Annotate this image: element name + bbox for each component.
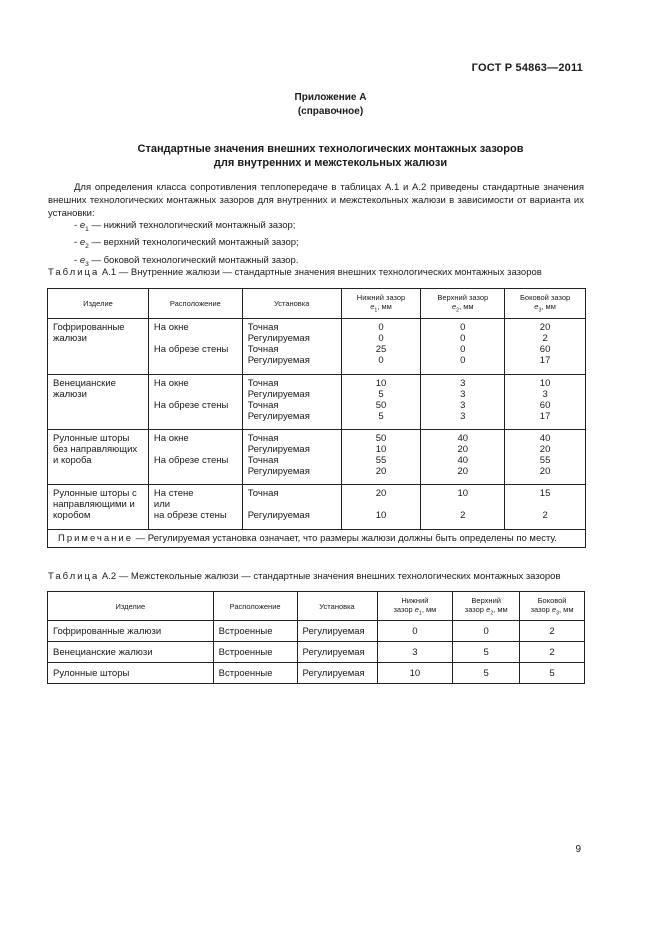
install-cell: Точная Регулируемая Точная Регулируемая	[242, 430, 341, 485]
product-cell: Венецианские жалюзи	[48, 642, 214, 663]
gap-e2-cell: 40 20 40 20	[421, 430, 505, 485]
header-gap-bottom: Нижний зазор $e_1$, мм	[341, 289, 421, 319]
location-cell: На стене или на обрезе стены	[148, 485, 242, 530]
header-gap-top: Верхний зазор $e_2$, мм	[421, 289, 505, 319]
main-title	[0, 142, 661, 170]
intro-paragraph	[48, 181, 584, 220]
location-cell: Встроенные	[213, 621, 297, 642]
location-cell: На окне На обрезе стены	[148, 430, 242, 485]
header-gap-side: Боковой зазор $e_3$, мм	[520, 592, 585, 621]
table-1-caption: Таблица А.1 — Внутренние жалюзи — стандартные значения внешних технологических монтажных зазоров	[48, 267, 542, 278]
product-cell: Рулонные шторы с направляющими и коробом	[48, 485, 149, 530]
table-row	[48, 663, 585, 684]
header-product: Изделие	[48, 289, 149, 319]
document-code: ГОСТ Р 54863—2011	[471, 62, 583, 74]
gap-e3-cell: 5	[520, 663, 585, 684]
product-cell: Гофрированные жалюзи	[48, 319, 149, 375]
header-gap-top: Верхний зазор $e_2$, мм	[453, 592, 520, 621]
location-cell: Встроенные	[213, 642, 297, 663]
gap-e2-cell: 5	[453, 642, 520, 663]
appendix-subtitle: (справочное)	[297, 106, 364, 117]
definitions-list	[74, 219, 299, 271]
gap-e2-cell: 5	[453, 663, 520, 684]
gap-e3-cell: 15 2	[505, 485, 586, 530]
gap-e1-cell: 10 5 50 5	[341, 375, 421, 430]
gap-e1-cell: 20 10	[341, 485, 421, 530]
appendix-title: Приложение А	[294, 92, 367, 103]
table-2	[47, 591, 585, 684]
location-cell: На окне На обрезе стены	[148, 375, 242, 430]
product-cell: Гофрированные жалюзи	[48, 621, 214, 642]
definition-item: - $e_3$ — боковой технологический монтажный зазор.	[74, 254, 299, 268]
table-2-header-row	[48, 592, 585, 621]
gap-e1-cell: 0	[377, 621, 453, 642]
install-cell: Точная Регулируемая Точная Регулируемая	[242, 375, 341, 430]
page-number: 9	[575, 844, 581, 855]
gap-e2-cell: 3 3 3 3	[421, 375, 505, 430]
gap-e1-cell: 10	[377, 663, 453, 684]
main-title-line-1: Стандартные значения внешних технологических монтажных зазоров	[137, 143, 524, 155]
gap-e3-cell: 40 20 55 20	[505, 430, 586, 485]
install-cell: Точная Регулируемая Точная Регулируемая	[242, 319, 341, 375]
table-1-header-row	[48, 289, 586, 319]
table-row	[48, 430, 586, 485]
header-install: Установка	[297, 592, 377, 621]
gap-e3-cell: 10 3 60 17	[505, 375, 586, 430]
table-1-note-row	[48, 530, 586, 548]
table-1-note: Примечание — Регулируемая установка означает, что размеры жалюзи должны быть определены по месту.	[48, 530, 586, 548]
table-row	[48, 319, 586, 375]
install-cell: Регулируемая	[297, 642, 377, 663]
gap-e3-cell: 2	[520, 621, 585, 642]
location-cell: На окне На обрезе стены	[148, 319, 242, 375]
install-cell: Регулируемая	[297, 663, 377, 684]
main-title-line-2: для внутренних и межстекольных жалюзи	[213, 157, 448, 169]
table-2-caption: Таблица А.2 — Межстекольные жалюзи — стандартные значения внешних технологических монтажных зазоров	[48, 571, 561, 582]
gap-e2-cell: 0 0 0 0	[421, 319, 505, 375]
gap-e1-cell: 0 0 25 0	[341, 319, 421, 375]
product-cell: Венецианские жалюзи	[48, 375, 149, 430]
definition-item: - $e_2$ — верхний технологический монтажный зазор;	[74, 237, 299, 251]
header-install: Установка	[242, 289, 341, 319]
location-cell: Встроенные	[213, 663, 297, 684]
intro-text: Для определения класса сопротивления теплопередаче в таблицах А.1 и А.2 приведены стандартные значения внешних технологических монтажных зазоров для внутренних и межстекольных жалюзи в зависимости от варианта их установки:	[48, 182, 584, 219]
table-1	[47, 288, 586, 548]
header-gap-side: Боковой зазор $e_3$, мм	[505, 289, 586, 319]
product-cell: Рулонные шторы без направляющих и короба	[48, 430, 149, 485]
gap-e3-cell: 20 2 60 17	[505, 319, 586, 375]
gap-e1-cell: 3	[377, 642, 453, 663]
install-cell: Точная Регулируемая	[242, 485, 341, 530]
gap-e1-cell: 50 10 55 20	[341, 430, 421, 485]
gap-e2-cell: 0	[453, 621, 520, 642]
header-location: Расположение	[213, 592, 297, 621]
table-row	[48, 375, 586, 430]
gap-e3-cell: 2	[520, 642, 585, 663]
header-location: Расположение	[148, 289, 242, 319]
table-row	[48, 642, 585, 663]
header-gap-bottom: Нижний зазор $e_1$, мм	[377, 592, 453, 621]
table-row	[48, 621, 585, 642]
gap-e2-cell: 10 2	[421, 485, 505, 530]
install-cell: Регулируемая	[297, 621, 377, 642]
table-row	[48, 485, 586, 530]
appendix-heading	[0, 91, 661, 119]
definition-item: - $e_1$ — нижний технологический монтажный зазор;	[74, 220, 296, 233]
header-product: Изделие	[48, 592, 214, 621]
product-cell: Рулонные шторы	[48, 663, 214, 684]
